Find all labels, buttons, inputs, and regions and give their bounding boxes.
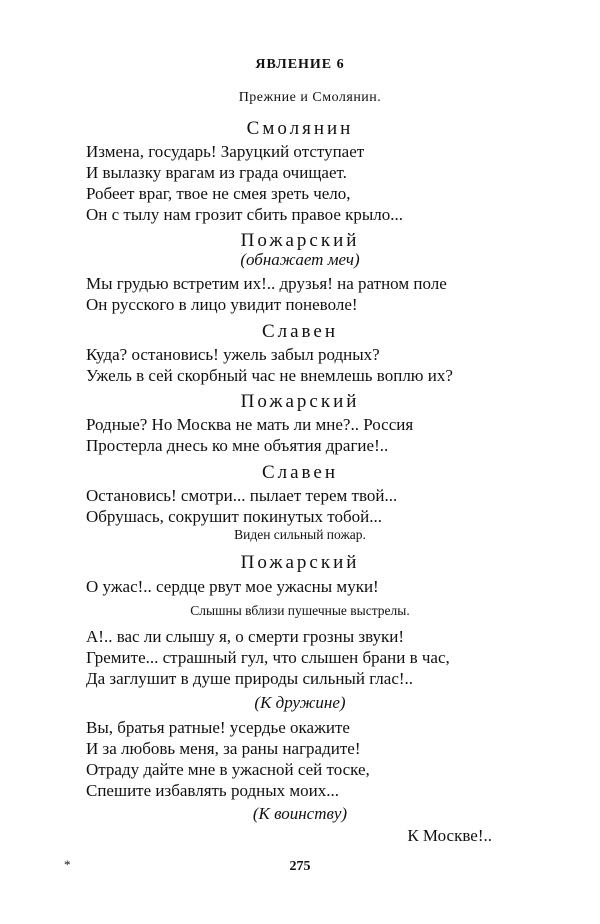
- verse-line: Ужель в сей скорбный час не внемлешь воплю их?: [86, 366, 453, 385]
- verse-line: Гремите... страшный гул, что слышен брани в час,: [86, 648, 450, 667]
- verse-line: Вы, братья ратные! усердье окажите: [86, 718, 350, 737]
- stage-direction: (К дружине): [254, 693, 346, 712]
- stage-note: Слышны вблизи пушечные выстрелы.: [190, 603, 410, 618]
- verse-line: К Москве!..: [407, 826, 492, 845]
- speaker-pozharsky: Пожарский: [240, 230, 360, 251]
- verse-line: А!.. вас ли слышу я, о смерти грозны звуки!: [86, 627, 405, 646]
- verse-line: И за любовь меня, за раны наградите!: [86, 739, 361, 758]
- scene-title: ЯВЛЕНИЕ 6: [255, 57, 345, 72]
- speaker-pozharsky: Пожарский: [240, 391, 360, 412]
- verse-line: И вылазку врагам из града очищает.: [86, 163, 347, 182]
- scene-intro: Прежние и Смолянин.: [238, 90, 382, 105]
- verse-line: Мы грудью встретим их!.. друзья! на ратном поле: [86, 274, 447, 293]
- verse-line: Куда? остановись! ужель забыл родных?: [86, 345, 380, 364]
- verse-line: Отраду дайте мне в ужасной сей тоске,: [86, 760, 370, 779]
- stage-direction: (обнажает меч): [240, 250, 360, 269]
- verse-line: Простерла днесь ко мне объятия драгие!..: [86, 436, 389, 455]
- verse-line: Родные? Но Москва не мать ли мне?.. Россия: [86, 415, 414, 434]
- speaker-smolyanin: Смолянин: [246, 118, 354, 139]
- page-number: 275: [289, 859, 311, 874]
- verse-line: Робеет враг, твое не смея зреть чело,: [86, 184, 351, 203]
- verse-line: Да заглушит в душе природы сильный глас!..: [86, 669, 414, 688]
- speaker-pozharsky: Пожарский: [240, 552, 360, 573]
- verse-line: Обрушась, сокрушит покинутых тобой...: [86, 507, 382, 526]
- verse-line: Он с тылу нам грозит сбить правое крыло...: [86, 205, 404, 224]
- verse-line: Остановись! смотри... пылает терем твой...: [86, 486, 398, 505]
- verse-line: Спешите избавлять родных моих...: [86, 781, 339, 800]
- speaker-slaven: Славен: [261, 462, 339, 483]
- verse-line: Измена, государь! Заруцкий отступает: [86, 142, 365, 161]
- stage-note: Виден сильный пожар.: [234, 527, 366, 542]
- verse-line: Он русского в лицо увидит поневоле!: [86, 295, 358, 314]
- footnote-asterisk: *: [64, 857, 71, 872]
- verse-line: О ужас!.. сердце рвут мое ужасны муки!: [86, 577, 379, 596]
- stage-direction: (К воинству): [252, 804, 348, 823]
- speaker-slaven: Славен: [261, 321, 339, 342]
